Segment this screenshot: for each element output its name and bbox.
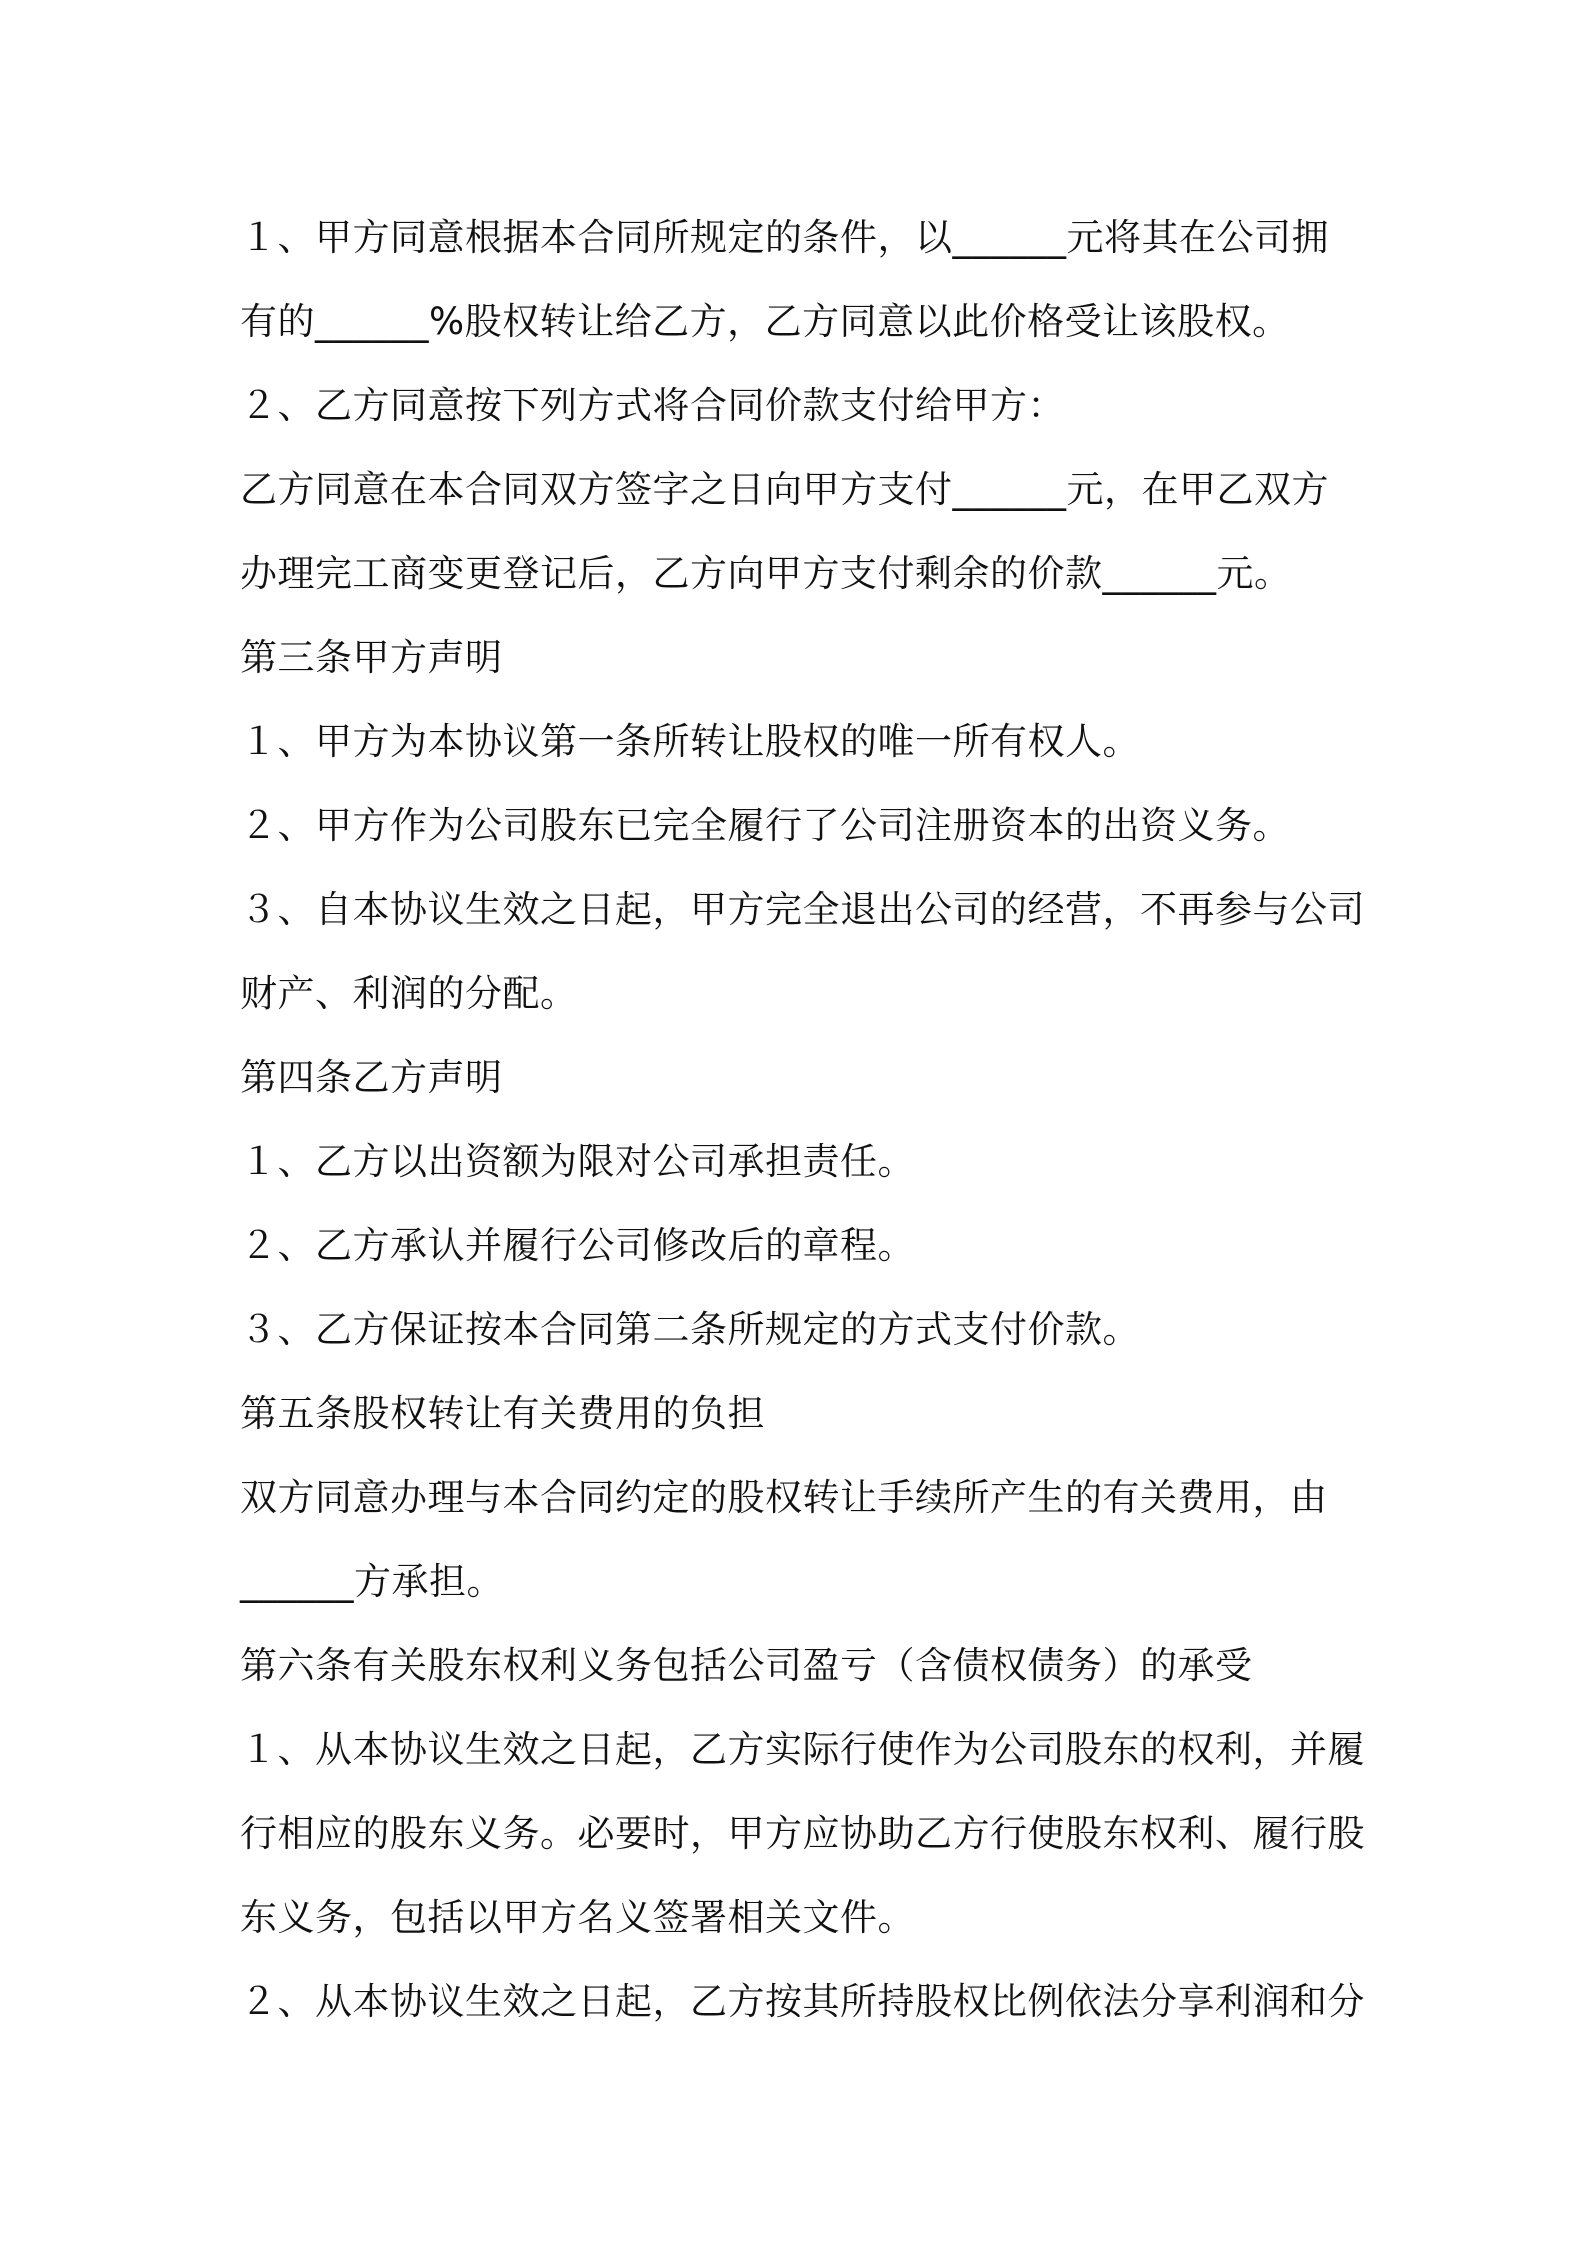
clause-3-item-3-line-1: ３、自本协议生效之日起，甲方完全退出公司的经营，不再参与公司 [240,888,1365,931]
clause-5-body-line-2: ______方承担。 [240,1560,504,1603]
clause-2-item-1-line-2: 有的______%股权转让给乙方，乙方同意以此价格受让该股权。 [240,300,1290,343]
clause-6-heading: 第六条有关股东权利义务包括公司盈亏（含债权债务）的承受 [240,1644,1253,1687]
payment-terms-line-1: 乙方同意在本合同双方签字之日向甲方支付______元，在甲乙双方 [240,468,1329,511]
clause-3-heading: 第三条甲方声明 [240,636,503,679]
clause-2-item-2: ２、乙方同意按下列方式将合同价款支付给甲方： [240,384,1065,427]
clause-5-body-line-1: 双方同意办理与本合同约定的股权转让手续所产生的有关费用，由 [240,1476,1328,1519]
clause-4-item-3: ３、乙方保证按本合同第二条所规定的方式支付价款。 [240,1308,1140,1351]
clause-2-item-1-line-1: １、甲方同意根据本合同所规定的条件，以______元将其在公司拥 [240,216,1329,259]
clause-6-item-1-line-1: １、从本协议生效之日起，乙方实际行使作为公司股东的权利，并履 [240,1728,1365,1771]
clause-6-item-2-line-1: ２、从本协议生效之日起，乙方按其所持股权比例依法分享利润和分 [240,1980,1365,2023]
clause-6-item-1-line-3: 东义务，包括以甲方名义签署相关文件。 [240,1896,915,1939]
payment-terms-line-2: 办理完工商变更登记后，乙方向甲方支付剩余的价款______元。 [240,552,1292,595]
clause-4-item-2: ２、乙方承认并履行公司修改后的章程。 [240,1224,915,1267]
clause-3-item-2: ２、甲方作为公司股东已完全履行了公司注册资本的出资义务。 [240,804,1290,847]
clause-3-item-1: １、甲方为本协议第一条所转让股权的唯一所有权人。 [240,720,1140,763]
clause-4-heading: 第四条乙方声明 [240,1056,503,1099]
clause-5-heading: 第五条股权转让有关费用的负担 [240,1392,765,1435]
clause-4-item-1: １、乙方以出资额为限对公司承担责任。 [240,1140,915,1183]
clause-6-item-1-line-2: 行相应的股东义务。必要时，甲方应协助乙方行使股东权利、履行股 [240,1812,1365,1855]
clause-3-item-3-line-2: 财产、利润的分配。 [240,972,578,1015]
document-body [240,196,1365,2044]
